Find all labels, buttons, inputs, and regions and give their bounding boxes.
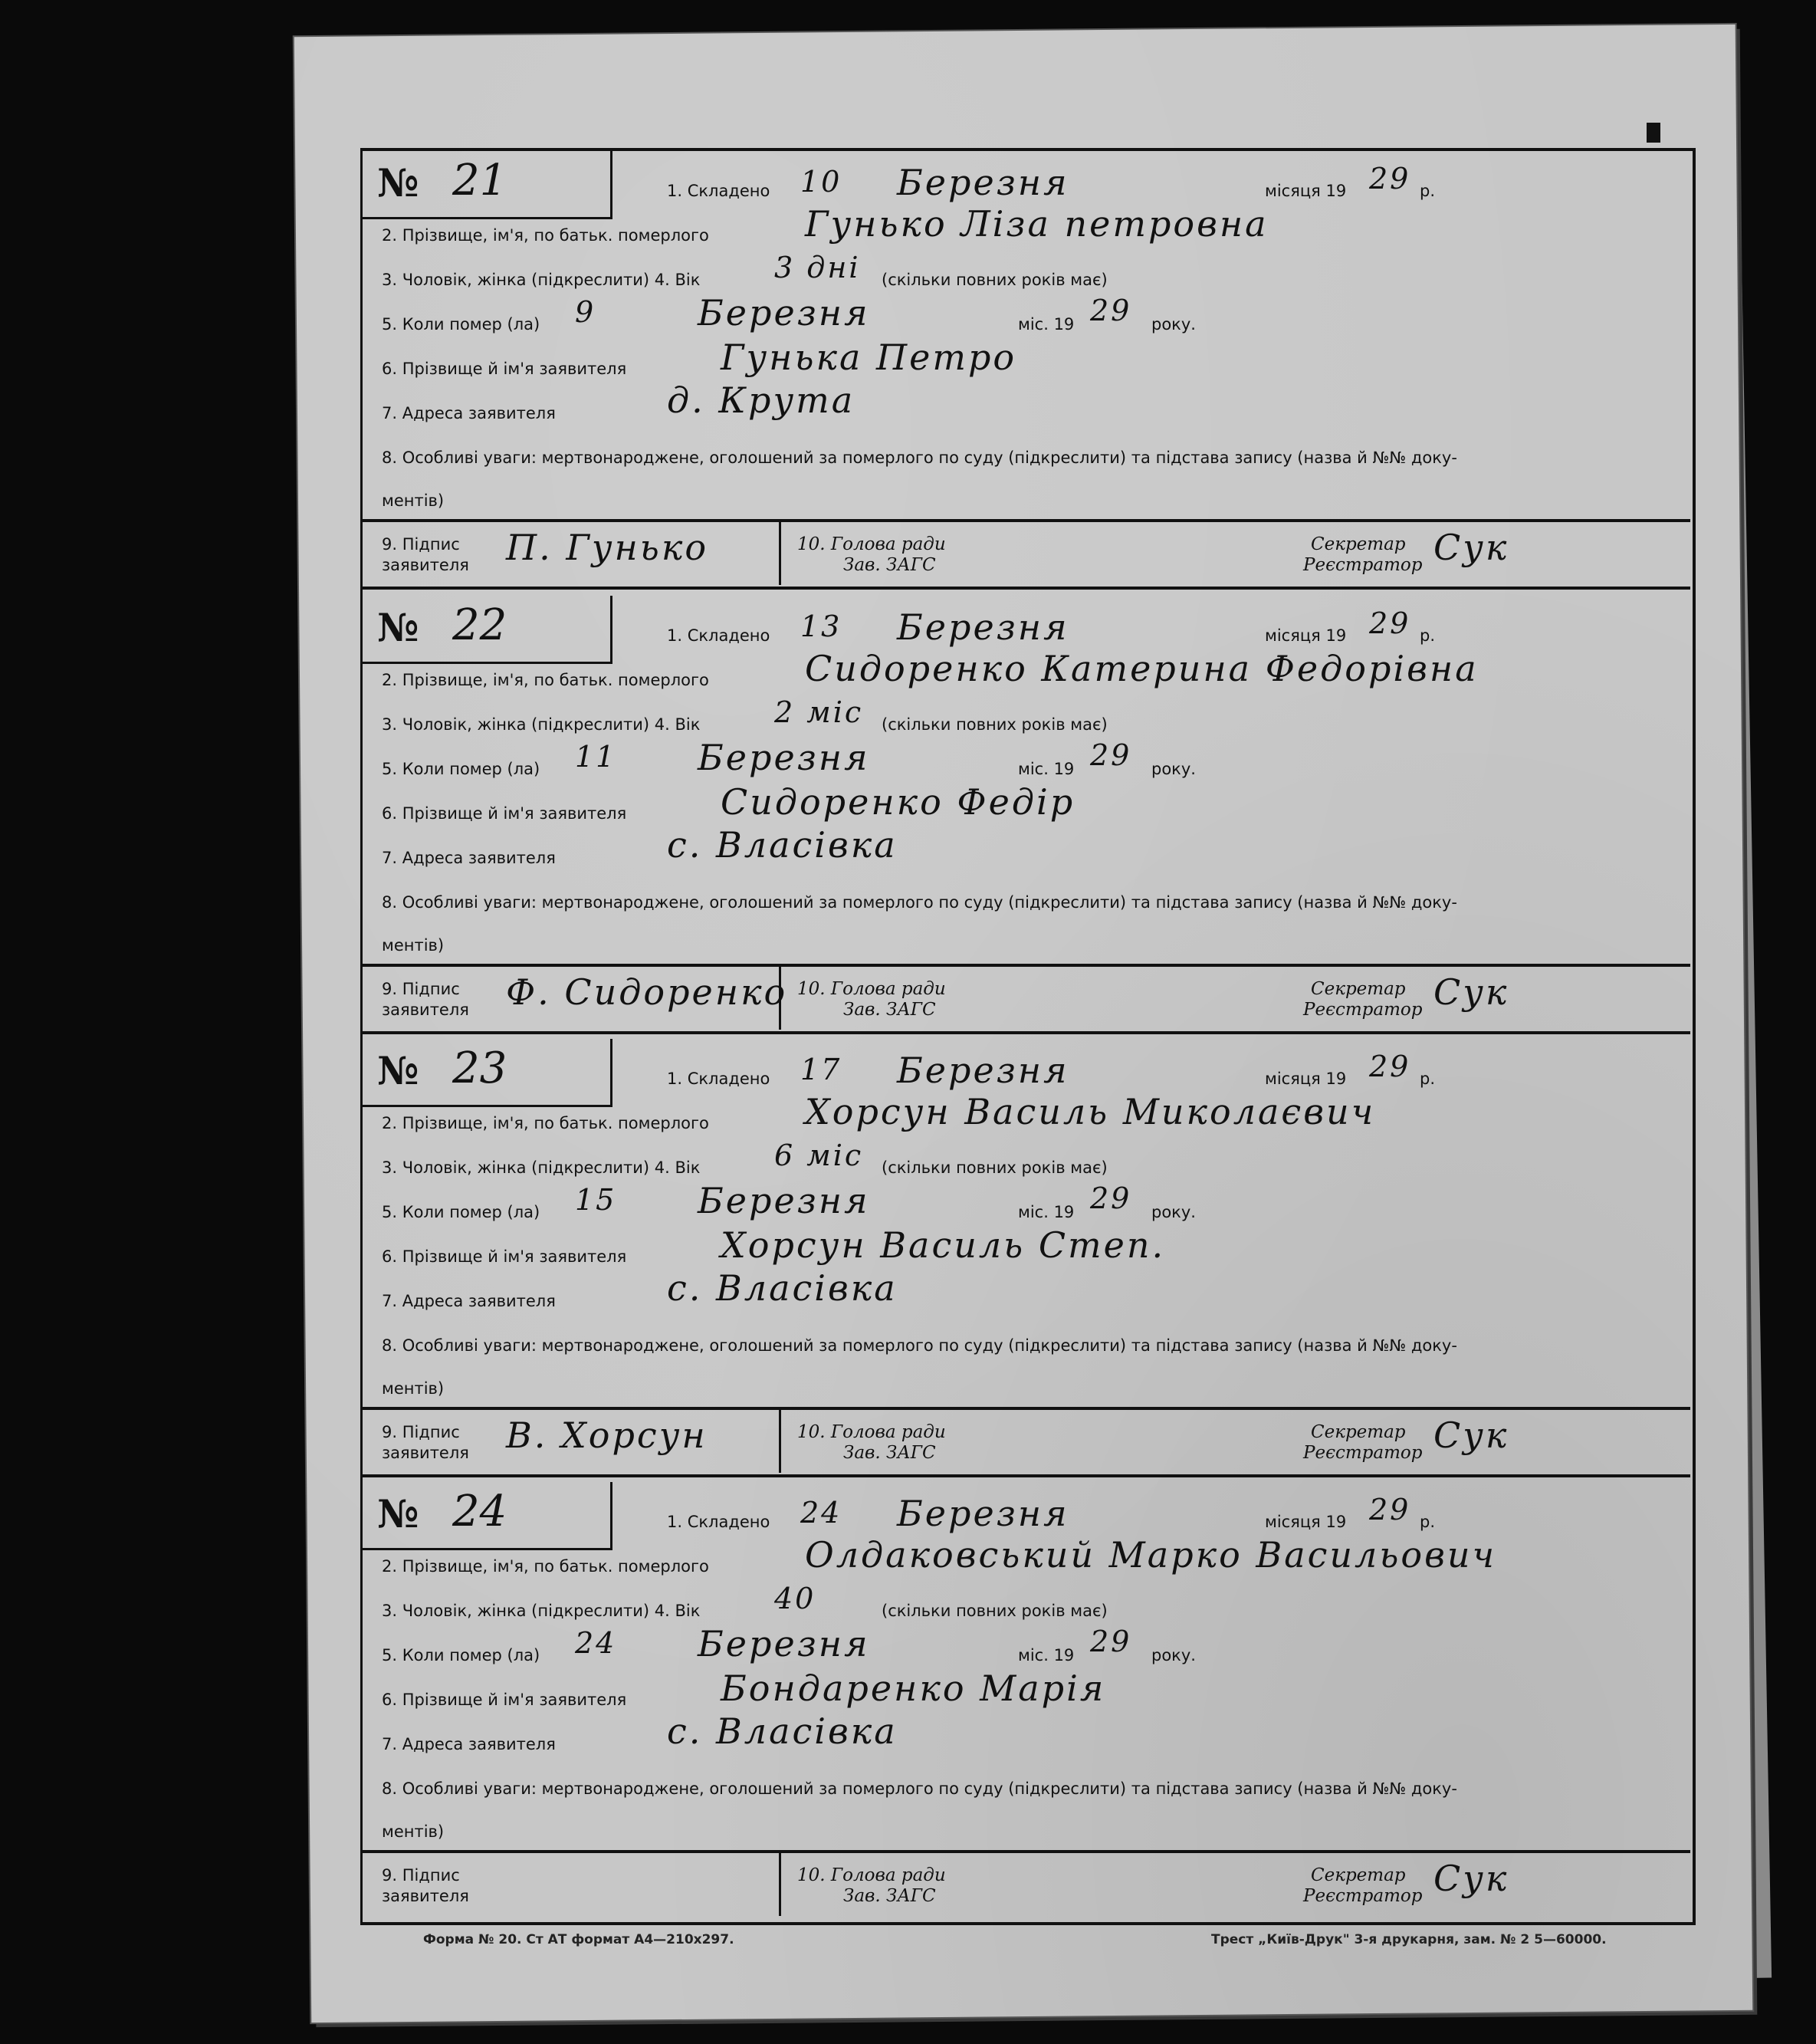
death-year: 29: [1090, 738, 1132, 772]
signature-separator: [360, 1407, 1690, 1410]
number-sign: №: [377, 160, 421, 205]
record-bottom-border: [360, 587, 1690, 590]
signature-separator: [360, 964, 1690, 967]
number-sign: №: [377, 1048, 421, 1093]
registrar-label: Реєстратор: [1303, 1000, 1423, 1020]
year-suffix: р.: [1420, 182, 1436, 200]
death-mis-label: міс. 19: [1018, 1203, 1075, 1221]
head-label-b: Зав. ЗАГС: [843, 555, 936, 575]
notes-cont: ментів): [382, 491, 445, 510]
head-label-a: 10. Голова ради: [797, 1422, 946, 1442]
roku-label: року.: [1151, 1646, 1196, 1664]
composed-year: 29: [1369, 1493, 1411, 1526]
death-record: [360, 596, 1690, 1033]
address-label: 7. Адреса заявителя: [382, 849, 556, 867]
composed-year: 29: [1369, 606, 1411, 640]
record-number-box: [360, 596, 612, 664]
declarant-name: Гунька Петро: [721, 337, 1017, 378]
death-month: Березня: [698, 1180, 870, 1221]
death-year: 29: [1090, 1625, 1132, 1658]
year-suffix: р.: [1420, 1513, 1436, 1531]
death-date-label: 5. Коли помер (ла): [382, 315, 540, 334]
roku-label: року.: [1151, 1203, 1196, 1221]
declarant-signature: Ф. Сидоренко: [506, 971, 788, 1013]
roku-label: року.: [1151, 760, 1196, 778]
sex-age-label: 3. Чоловік, жінка (підкреслити) 4. Вік: [382, 1602, 701, 1620]
death-month: Березня: [698, 292, 870, 334]
secretary-label: Секретар: [1311, 1865, 1406, 1885]
declarant-name: Хорсун Василь Степ.: [721, 1224, 1166, 1266]
month-year-label: місяця 19: [1265, 1070, 1347, 1088]
age-suffix: (скільки повних років має): [882, 271, 1108, 289]
death-day: 15: [575, 1183, 617, 1217]
death-month: Березня: [698, 1623, 870, 1664]
record-number-box: [360, 1482, 612, 1550]
declarant-address: д. Крута: [667, 380, 855, 421]
age-value: 3 дні: [774, 251, 861, 284]
composed-month: Березня: [897, 1050, 1069, 1091]
year-suffix: р.: [1420, 626, 1436, 645]
deceased-name: Сидоренко Катерина Федорівна: [805, 648, 1479, 689]
composed-day: 24: [800, 1496, 842, 1530]
head-label-a: 10. Голова ради: [797, 979, 946, 999]
death-date-label: 5. Коли помер (ла): [382, 1203, 540, 1221]
registrar-label: Реєстратор: [1303, 1886, 1423, 1906]
sex-age-label: 3. Чоловік, жінка (підкреслити) 4. Вік: [382, 271, 701, 289]
age-value: 40: [774, 1582, 816, 1615]
record-number: 24: [452, 1487, 507, 1536]
death-record: [360, 1039, 1690, 1476]
age-suffix: (скільки повних років має): [882, 1602, 1108, 1620]
death-year: 29: [1090, 294, 1132, 327]
signature-separator: [360, 1850, 1690, 1853]
sign-label-b: заявителя: [382, 556, 469, 574]
composed-label: 1. Складено: [667, 1070, 770, 1088]
declarant-label: 6. Прізвище й ім'я заявителя: [382, 360, 627, 378]
address-label: 7. Адреса заявителя: [382, 1735, 556, 1753]
sign-label-b: заявителя: [382, 1887, 469, 1905]
registrar-signature: Сук: [1433, 971, 1509, 1013]
number-sign: №: [377, 605, 421, 650]
month-year-label: місяця 19: [1265, 626, 1347, 645]
head-label-b: Зав. ЗАГС: [843, 1443, 936, 1463]
death-day: 11: [575, 740, 617, 774]
record-number-box: [360, 1039, 612, 1107]
number-sign: №: [377, 1491, 421, 1536]
death-day: 9: [575, 295, 596, 329]
death-record: [360, 151, 1690, 588]
notes-cont: ментів): [382, 936, 445, 955]
death-month: Березня: [698, 737, 870, 778]
declarant-address: с. Власівка: [667, 1267, 898, 1309]
head-label-b: Зав. ЗАГС: [843, 1000, 936, 1020]
notes-cont: ментів): [382, 1379, 445, 1398]
record-bottom-border: [360, 1031, 1690, 1034]
sign-label-b: заявителя: [382, 1001, 469, 1019]
death-mis-label: міс. 19: [1018, 315, 1075, 334]
deceased-name: Олдаковський Марко Васильович: [805, 1534, 1497, 1576]
notes-label: 8. Особливі уваги: мертвонароджене, оголошений за померлого по суду (підкреслити) та підстава запису (назва й №№ доку-: [382, 1336, 1457, 1355]
death-day: 24: [575, 1626, 617, 1660]
declarant-label: 6. Прізвище й ім'я заявителя: [382, 1691, 627, 1709]
month-year-label: місяця 19: [1265, 1513, 1347, 1531]
signature-divider: [779, 1852, 781, 1916]
composed-year: 29: [1369, 1050, 1411, 1083]
declarant-label: 6. Прізвище й ім'я заявителя: [382, 804, 627, 823]
deceased-label: 2. Прізвище, ім'я, по батьк. померлого: [382, 1557, 709, 1576]
head-label-a: 10. Голова ради: [797, 1865, 946, 1885]
secretary-label: Секретар: [1311, 534, 1406, 554]
composed-day: 17: [800, 1053, 842, 1086]
notes-cont: ментів): [382, 1822, 445, 1841]
death-mis-label: міс. 19: [1018, 760, 1075, 778]
secretary-label: Секретар: [1311, 1422, 1406, 1442]
declarant-signature: П. Гунько: [506, 527, 709, 568]
declarant-label: 6. Прізвище й ім'я заявителя: [382, 1247, 627, 1266]
declarant-signature: В. Хорсун: [506, 1415, 708, 1456]
notes-label: 8. Особливі уваги: мертвонароджене, оголошений за померлого по суду (підкреслити) та підстава запису (назва й №№ доку-: [382, 1779, 1457, 1798]
death-record: [360, 1482, 1690, 1919]
record-number: 21: [452, 156, 507, 205]
composed-month: Березня: [897, 1493, 1069, 1534]
age-value: 2 міс: [774, 695, 864, 729]
deceased-label: 2. Прізвище, ім'я, по батьк. померлого: [382, 226, 709, 245]
composed-day: 10: [800, 165, 842, 199]
death-date-label: 5. Коли помер (ла): [382, 1646, 540, 1664]
sign-label-b: заявителя: [382, 1444, 469, 1462]
registrar-signature: Сук: [1433, 1858, 1509, 1899]
roku-label: року.: [1151, 315, 1196, 334]
notes-label: 8. Особливі уваги: мертвонароджене, оголошений за померлого по суду (підкреслити) та підстава запису (назва й №№ доку-: [382, 893, 1457, 912]
deceased-label: 2. Прізвище, ім'я, по батьк. померлого: [382, 671, 709, 689]
sign-label-a: 9. Підпис: [382, 535, 460, 554]
sign-label-a: 9. Підпис: [382, 1423, 460, 1441]
head-label-b: Зав. ЗАГС: [843, 1886, 936, 1906]
declarant-address: с. Власівка: [667, 1710, 898, 1752]
death-mis-label: міс. 19: [1018, 1646, 1075, 1664]
registrar-signature: Сук: [1433, 1415, 1509, 1456]
registrar-label: Реєстратор: [1303, 555, 1423, 575]
record-bottom-border: [360, 1474, 1690, 1477]
signature-divider: [779, 1408, 781, 1473]
notes-label: 8. Особливі уваги: мертвонароджене, оголошений за померлого по суду (підкреслити) та підстава запису (назва й №№ доку-: [382, 449, 1457, 467]
declarant-name: Бондаренко Марія: [721, 1668, 1106, 1709]
declarant-address: с. Власівка: [667, 824, 898, 866]
footer-form-number: Форма № 20. Ст АТ формат А4—210x297.: [423, 1932, 734, 1947]
composed-year: 29: [1369, 162, 1411, 196]
registrar-label: Реєстратор: [1303, 1443, 1423, 1463]
composed-label: 1. Складено: [667, 626, 770, 645]
death-date-label: 5. Коли помер (ла): [382, 760, 540, 778]
age-suffix: (скільки повних років має): [882, 1158, 1108, 1177]
death-year: 29: [1090, 1181, 1132, 1215]
corner-mark: [1647, 123, 1660, 143]
registrar-signature: Сук: [1433, 527, 1509, 568]
address-label: 7. Адреса заявителя: [382, 404, 556, 422]
record-number: 22: [452, 600, 507, 650]
deceased-name: Гунько Ліза петровна: [805, 203, 1269, 245]
signature-separator: [360, 519, 1690, 522]
composed-day: 13: [800, 610, 842, 643]
year-suffix: р.: [1420, 1070, 1436, 1088]
secretary-label: Секретар: [1311, 979, 1406, 999]
age-value: 6 міс: [774, 1139, 864, 1172]
composed-label: 1. Складено: [667, 182, 770, 200]
address-label: 7. Адреса заявителя: [382, 1292, 556, 1310]
sex-age-label: 3. Чоловік, жінка (підкреслити) 4. Вік: [382, 1158, 701, 1177]
record-number: 23: [452, 1043, 507, 1093]
composed-month: Березня: [897, 162, 1069, 203]
head-label-a: 10. Голова ради: [797, 534, 946, 554]
record-number-box: [360, 151, 612, 219]
composed-label: 1. Складено: [667, 1513, 770, 1531]
composed-month: Березня: [897, 606, 1069, 648]
sign-label-a: 9. Підпис: [382, 1866, 460, 1885]
declarant-name: Сидоренко Федір: [721, 781, 1075, 823]
sign-label-a: 9. Підпис: [382, 980, 460, 998]
age-suffix: (скільки повних років має): [882, 715, 1108, 734]
sex-age-label: 3. Чоловік, жінка (підкреслити) 4. Вік: [382, 715, 701, 734]
month-year-label: місяця 19: [1265, 182, 1347, 200]
deceased-name: Хорсун Василь Миколаєвич: [805, 1091, 1376, 1132]
deceased-label: 2. Прізвище, ім'я, по батьк. померлого: [382, 1114, 709, 1132]
signature-divider: [779, 521, 781, 585]
footer-printer: Трест „Київ-Друк" 3-я друкарня, зам. № 2 5—60000.: [1211, 1932, 1607, 1947]
